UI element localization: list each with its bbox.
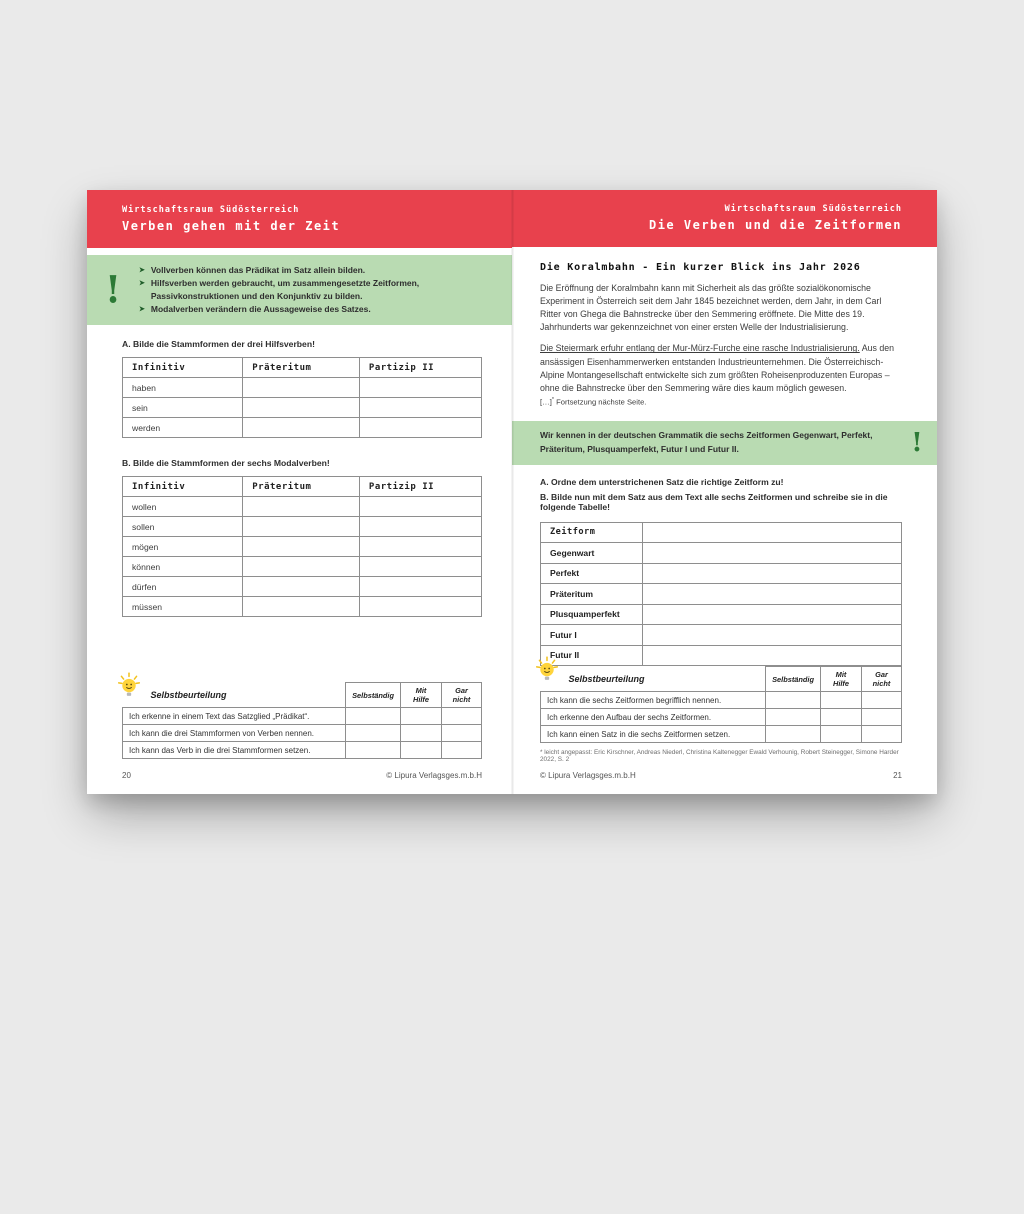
checkbox-cell [821,726,862,743]
bullet-text: Hilfsverben werden gebraucht, um zusammengesetzte Zeitformen, Passivkonstruktionen und den Konjunktiv zu bilden. [150,278,420,302]
column-header: Mit Hilfe [821,667,862,692]
checkbox-cell [442,725,482,742]
page-left [87,190,512,794]
table-row [541,726,902,743]
self-assessment-left [122,682,482,759]
table-row [123,517,482,537]
table-row [123,398,482,418]
right-page-title: Die Verben und die Zeitformen [648,218,902,233]
page-right [512,190,937,794]
empty-cell [359,378,481,398]
header-gap [87,248,512,255]
empty-cell [243,537,360,557]
empty-cell [359,497,481,517]
tense-label: Perfekt [541,563,643,584]
source-footnote: * leicht angepasst: Eric Kirschner, Andreas Niederl, Christina Kaltenegger Ewald Verhounig, Robert Steinegger, Simone Harder 2022, S. 2 [540,749,899,763]
table-row [541,645,902,666]
self-assessment-title: Selbstbeurteilung [150,689,227,700]
statement-cell: Ich kann die drei Stammformen von Verben nennen. [123,725,346,742]
table-header-row [541,667,902,692]
footnote-marker: * [551,397,554,404]
table-row [541,709,902,726]
verb-cell: müssen [123,597,243,617]
checkbox-cell [766,726,821,743]
empty-cell [243,398,360,418]
list-item [139,277,488,303]
table-row [541,563,902,584]
zeitformen-table [540,522,902,667]
right-page-header [512,190,937,247]
verb-cell: sein [123,398,243,418]
copyright: © Lipura Verlagsges.m.b.H [386,771,482,780]
column-header: Gar nicht [862,667,902,692]
table-row [123,537,482,557]
empty-cell [359,398,481,418]
column-header: Zeitform [541,522,643,543]
table-header-row [541,522,902,543]
checkbox-cell [346,725,401,742]
empty-cell [643,563,902,584]
verb-cell: dürfen [123,577,243,597]
verb-cell: können [123,557,243,577]
lightbulb-icon [116,672,142,698]
checkbox-cell [346,708,401,725]
tense-label: Futur I [541,625,643,646]
statement-cell: Ich kann das Verb in die drei Stammformen setzen. [123,742,346,759]
empty-cell [359,597,481,617]
empty-cell [643,625,902,646]
checkbox-cell [442,742,482,759]
table-row [123,725,482,742]
left-infobox [87,255,512,325]
table-row [123,418,482,438]
table-row [123,497,482,517]
empty-cell [359,577,481,597]
empty-cell [643,604,902,625]
table-row [123,597,482,617]
table-row [123,577,482,597]
list-item [139,264,488,277]
checkbox-cell [401,708,442,725]
left-page-title: Verben gehen mit der Zeit [122,219,341,233]
checkbox-cell [821,709,862,726]
empty-cell [359,537,481,557]
empty-cell [643,522,902,543]
column-header: Präteritum [243,358,360,378]
ellipsis: […] [540,397,552,407]
copyright: © Lipura Verlagsges.m.b.H [540,771,636,780]
table-row [541,543,902,564]
checkbox-cell [766,709,821,726]
arrow-bullet-icon: ➤ [139,280,145,288]
exclamation-icon: ! [105,267,121,313]
checkbox-cell [401,742,442,759]
left-header-kicker: Wirtschaftsraum Südösterreich [122,205,300,215]
table-row [541,625,902,646]
table-row [541,604,902,625]
statement-cell: Ich kann einen Satz in die sechs Zeitformen setzen. [541,726,766,743]
table-header-row [123,477,482,497]
table-row [541,692,902,709]
column-header: Gar nicht [442,683,482,708]
statement-cell: Ich erkenne in einem Text das Satzglied „Prädikat“. [123,708,346,725]
verb-cell: mögen [123,537,243,557]
self-assessment-table [122,682,482,759]
modalverben-table [122,476,482,617]
section-a-label: A. Ordne dem unterstrichenen Satz die richtige Zeitform zu! [540,476,784,487]
list-item [139,303,488,316]
empty-cell [643,645,902,666]
section-b-label: B. Bilde die Stammformen der sechs Modalverben! [122,458,330,469]
table-header-row [123,358,482,378]
arrow-bullet-icon: ➤ [139,267,145,274]
empty-cell [243,418,360,438]
infobox-bullet-list [139,264,512,316]
checkbox-cell [346,742,401,759]
empty-cell [359,557,481,577]
right-page-footer [540,771,902,780]
table-row [123,378,482,398]
lightbulb-icon [534,656,560,682]
continuation-note [540,397,902,407]
section-a-label: A. Bilde die Stammformen der drei Hilfsverben! [122,339,315,350]
column-header: Infinitiv [123,358,243,378]
arrow-bullet-icon: ➤ [139,305,145,313]
verb-cell: wollen [123,497,243,517]
verb-cell: werden [123,418,243,438]
column-header: Selbständig [346,683,401,708]
column-header: Selbständig [766,667,821,692]
checkbox-cell [862,726,902,743]
column-header: Partizip II [359,358,481,378]
table-row [123,708,482,725]
checkbox-cell [401,725,442,742]
table-row [541,584,902,605]
infobox-text: Wir kennen in der deutschen Grammatik die sechs Zeitformen Gegenwart, Perfekt, Präteritum, Plusquamperfekt, Futur I und Futur II. [540,430,873,454]
checkbox-cell [442,708,482,725]
empty-cell [643,584,902,605]
article-paragraph [540,342,902,395]
table-row [123,557,482,577]
checkbox-cell [862,692,902,709]
continuation-text: Fortsetzung nächste Seite. [553,397,647,407]
checkbox-cell [862,709,902,726]
empty-cell [243,497,360,517]
column-header: Mit Hilfe [401,683,442,708]
self-assessment-right [540,666,902,743]
self-assessment-title: Selbstbeurteilung [568,673,645,684]
empty-cell [359,418,481,438]
underlined-sentence: Die Steiermark erfuhr entlang der Mur-Mürz-Furche eine rasche Industrialisierung. [540,343,860,354]
column-header: Partizip II [359,477,481,497]
column-header: Infinitiv [123,477,243,497]
verb-cell: sollen [123,517,243,537]
verb-cell: haben [123,378,243,398]
empty-cell [643,543,902,564]
empty-cell [243,557,360,577]
tense-label: Futur II [541,645,643,666]
left-page-header [87,190,512,248]
empty-cell [243,597,360,617]
article-paragraph: Die Eröffnung der Koralmbahn kann mit Sicherheit als das größte sozialökonomische Experiment in Österreich seit dem Jahr 1845 bezeichnet werden, dem Jahr, in dem Carl Ritter von Ghega die Bahnstrecke über den Semmering eröffnete. Die Mitte des 19. Jahrhunderts war gekennzeichnet von einer ersten Welle der Industrialisierung. [540,282,882,333]
hilfsverben-table [122,357,482,438]
page-number: 21 [893,771,902,780]
column-header: Präteritum [243,477,360,497]
checkbox-cell [766,692,821,709]
empty-cell [243,517,360,537]
exclamation-icon: ! [911,427,923,458]
bullet-text: Modalverben verändern die Aussageweise des Satzes. [150,303,371,314]
empty-cell [243,378,360,398]
tense-label: Präteritum [541,584,643,605]
empty-cell [243,577,360,597]
statement-cell: Ich kann die sechs Zeitformen begrifflich nennen. [541,692,766,709]
section-b-label: B. Bilde nun mit dem Satz aus dem Text alle sechs Zeitformen und schreibe sie in die folgende Tabelle! [540,491,888,512]
table-row [123,742,482,759]
table-header-row [123,683,482,708]
bullet-text: Vollverben können das Prädikat im Satz allein bilden. [150,265,366,275]
tense-label: Plusquamperfekt [541,604,643,625]
book-spread [87,190,937,794]
statement-cell: Ich erkenne den Aufbau der sechs Zeitformen. [541,709,766,726]
paragraph-text: Aus den ansässigen Eisenhammerwerken entstanden Industrieunternehmen. Die Österreichisch-Alpine Montangesellschaft entwickelte sich zum größten Roheisenproduzenten Europas – ohne die Bahnstrecke über den Semmering wäre dies kaum möglich gewesen. [540,343,895,394]
self-assessment-table [540,666,902,743]
article-title: Die Koralmbahn - Ein kurzer Blick ins Jahr 2026 [540,261,861,273]
empty-cell [359,517,481,537]
left-page-footer [122,771,482,780]
page-number: 20 [122,771,131,780]
checkbox-cell [821,692,862,709]
tense-label: Gegenwart [541,543,643,564]
right-header-kicker: Wirtschaftsraum Südösterreich [724,204,902,215]
right-infobox [512,421,937,465]
